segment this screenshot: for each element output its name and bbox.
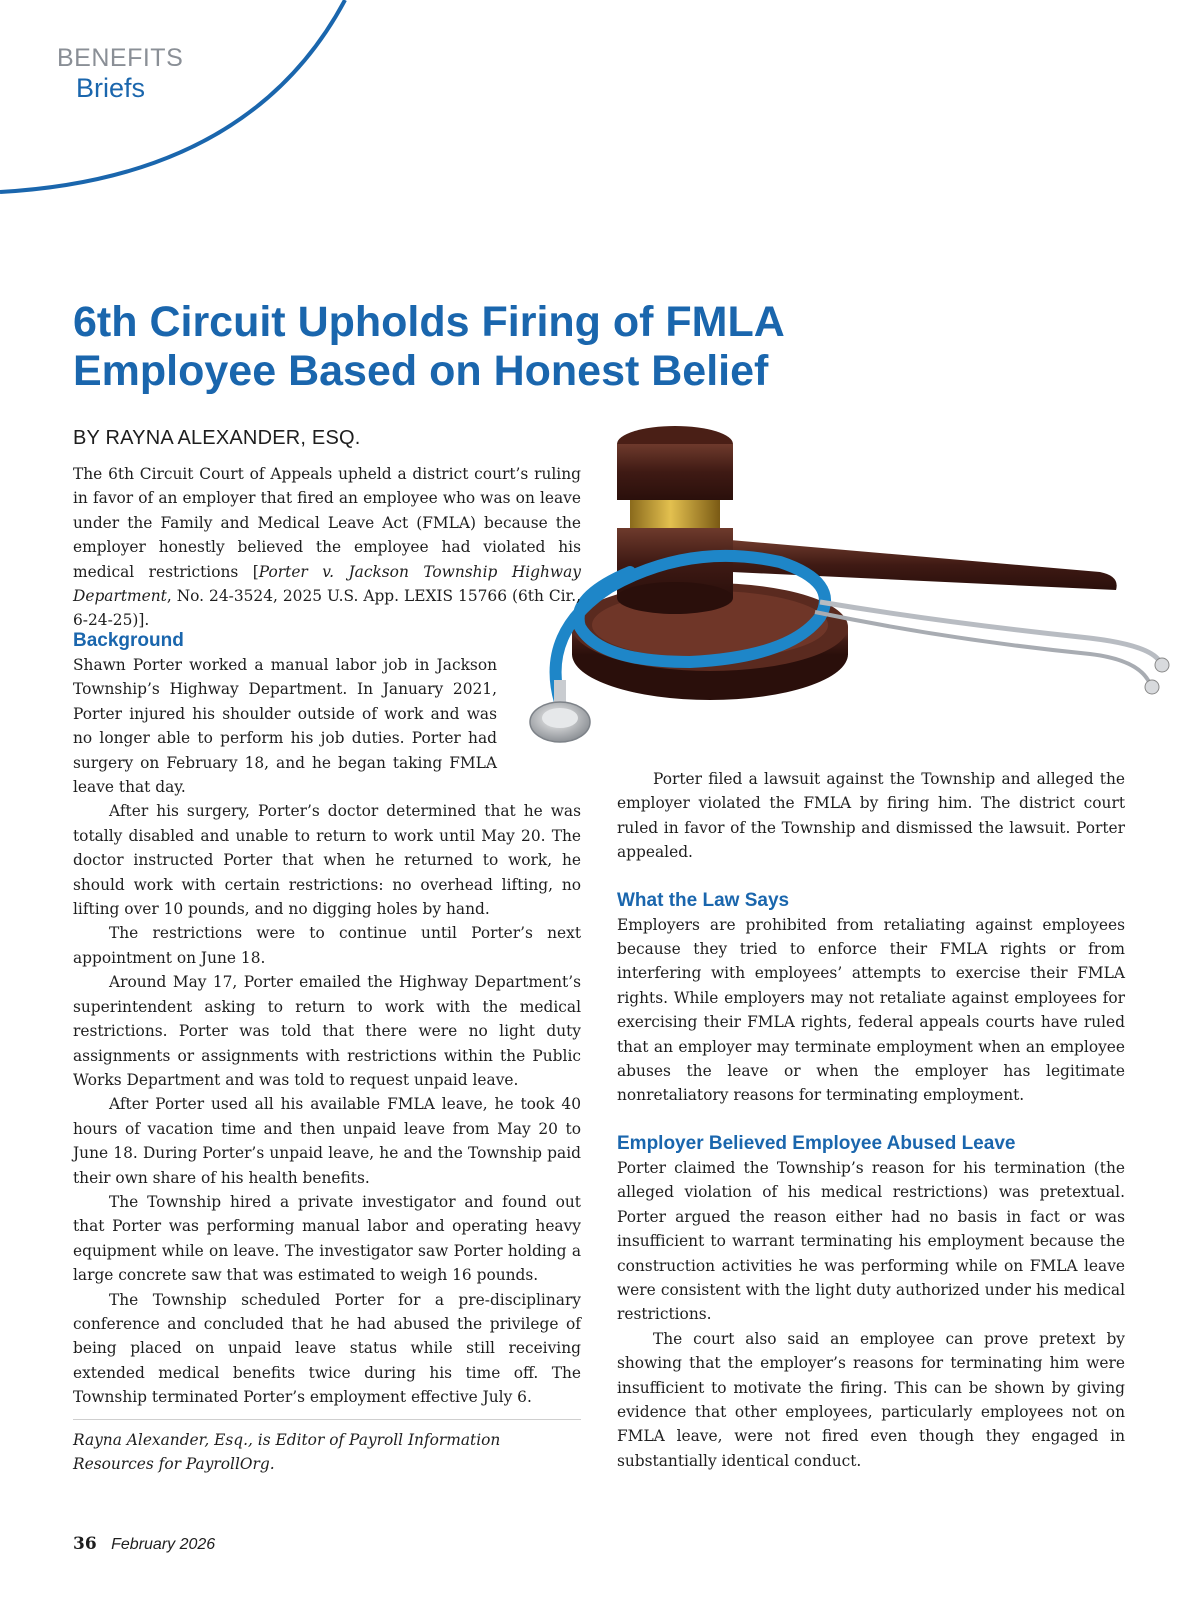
corner-arc-decoration	[0, 0, 360, 210]
article-title-line2: Employee Based on Honest Belief	[73, 347, 769, 395]
paragraph: After Porter used all his available FMLA leave, he took 40 hours of vacation time and then unpaid leave from May 20 to June 18. During Porter’s unpaid leave, he and the Township paid their own share of his health benefits.	[73, 1095, 581, 1187]
heading-employer-believed: Employer Believed Employee Abused Leave	[617, 1132, 1016, 1154]
intro-paragraph	[73, 462, 581, 633]
paragraph: Porter claimed the Township’s reason for his termination (the alleged violation of his medical restrictions) was pretextual. Porter argued the reason either had no basis in fact or was insufficient to warrant terminating his employment because the construction activities he was performing while on FMLA leave were consistent with the light duty authorized under his medical restrictions.	[617, 1158, 1125, 1324]
paragraph: After his surgery, Porter’s doctor determined that he was totally disabled and unable to return to work until May 20. The doctor instructed Porter that when he returned to work, he should work with certain restrictions: no overhead lifting, no lifting over 10 pounds, and no digging holes by hand.	[73, 802, 581, 919]
byline: BY RAYNA ALEXANDER, ESQ.	[73, 427, 361, 449]
image-wrap-spacer	[497, 653, 581, 775]
section-label-line1: BENEFITS	[57, 44, 184, 72]
article-title	[73, 298, 833, 396]
bio-divider	[73, 1419, 581, 1420]
article-title-line1: 6th Circuit Upholds Firing of FMLA	[73, 298, 785, 346]
paragraph: Employers are prohibited from retaliating against employees because they tried to enforce their FMLA rights or from interfering with employees’ attempts to exercise their FMLA rights. While employers may not retaliate against employees for exercising their FMLA rights, federal appeals courts have ruled that an employer may terminate employment when an employee abuses the leave or when the employer has legitimate nonretaliatory reasons for terminating employment.	[617, 915, 1125, 1105]
case-citation: , No. 24-3524, 2025 U.S. App. LEXIS 15766 (6th Cir., 6-24-25)].	[73, 587, 581, 630]
heading-background: Background	[73, 630, 184, 651]
page-footer	[73, 1534, 215, 1554]
page-number: 36	[73, 1534, 97, 1554]
author-bio: Rayna Alexander, Esq., is Editor of Payroll Information Resources for PayrollOrg.	[73, 1431, 501, 1473]
gavel-stethoscope-image	[520, 422, 1200, 767]
left-column	[73, 629, 581, 1410]
issue-date: February 2026	[111, 1536, 216, 1553]
case-name: Porter v. Jackson Township Highway Department	[73, 562, 581, 606]
paragraph: Around May 17, Porter emailed the Highway Department’s superintendent asking to return to work with the medical restrictions. Porter was told that there were no light duty assignments or assignments with restrictions within the Public Works Department and was told to request unpaid leave.	[73, 973, 581, 1089]
right-column	[617, 767, 1125, 1473]
heading-what-the-law-says: What the Law Says	[617, 889, 790, 911]
paragraph: Shawn Porter worked a manual labor job in Jackson Township’s Highway Department. In January 2021, Porter injured his shoulder outside of work and was no longer able to perform his job duties. Porter had surgery on February 18, and he began taking FMLA leave that day.	[73, 656, 497, 797]
paragraph: Porter filed a lawsuit against the Township and alleged the employer violated the FMLA by firing him. The district court ruled in favor of the Township and dismissed the lawsuit. Porter appealed.	[617, 770, 1125, 862]
paragraph: The Township hired a private investigator and found out that Porter was performing manual labor and operating heavy equipment while on leave. The investigator saw Porter holding a large concrete saw that was estimated to weigh 16 pounds.	[73, 1192, 581, 1285]
paragraph: The Township scheduled Porter for a pre-disciplinary conference and concluded that he had abused the privilege of being placed on unpaid leave status while still receiving extended medical benefits twice during his time off. The Township terminated Porter’s employment effective July 6.	[73, 1290, 581, 1407]
section-label-line2: Briefs	[76, 73, 146, 103]
paragraph: The court also said an employee can prove pretext by showing that the employer’s reasons for terminating him were insufficient to motivate the firing. This can be shown by giving evidence that other employees, particularly employees not on FMLA leave, were not fired even though they engaged in substantially identical conduct.	[617, 1329, 1125, 1470]
section-label	[57, 46, 183, 102]
intro-text: The 6th Circuit Court of Appeals upheld a district court’s ruling in favor of an employer that fired an employee who was on leave under the Family and Medical Leave Act (FMLA) because the employer honestly believed the employee had violated his medical restrictions [	[73, 465, 581, 581]
paragraph: The restrictions were to continue until Porter’s next appointment on June 18.	[73, 924, 581, 967]
